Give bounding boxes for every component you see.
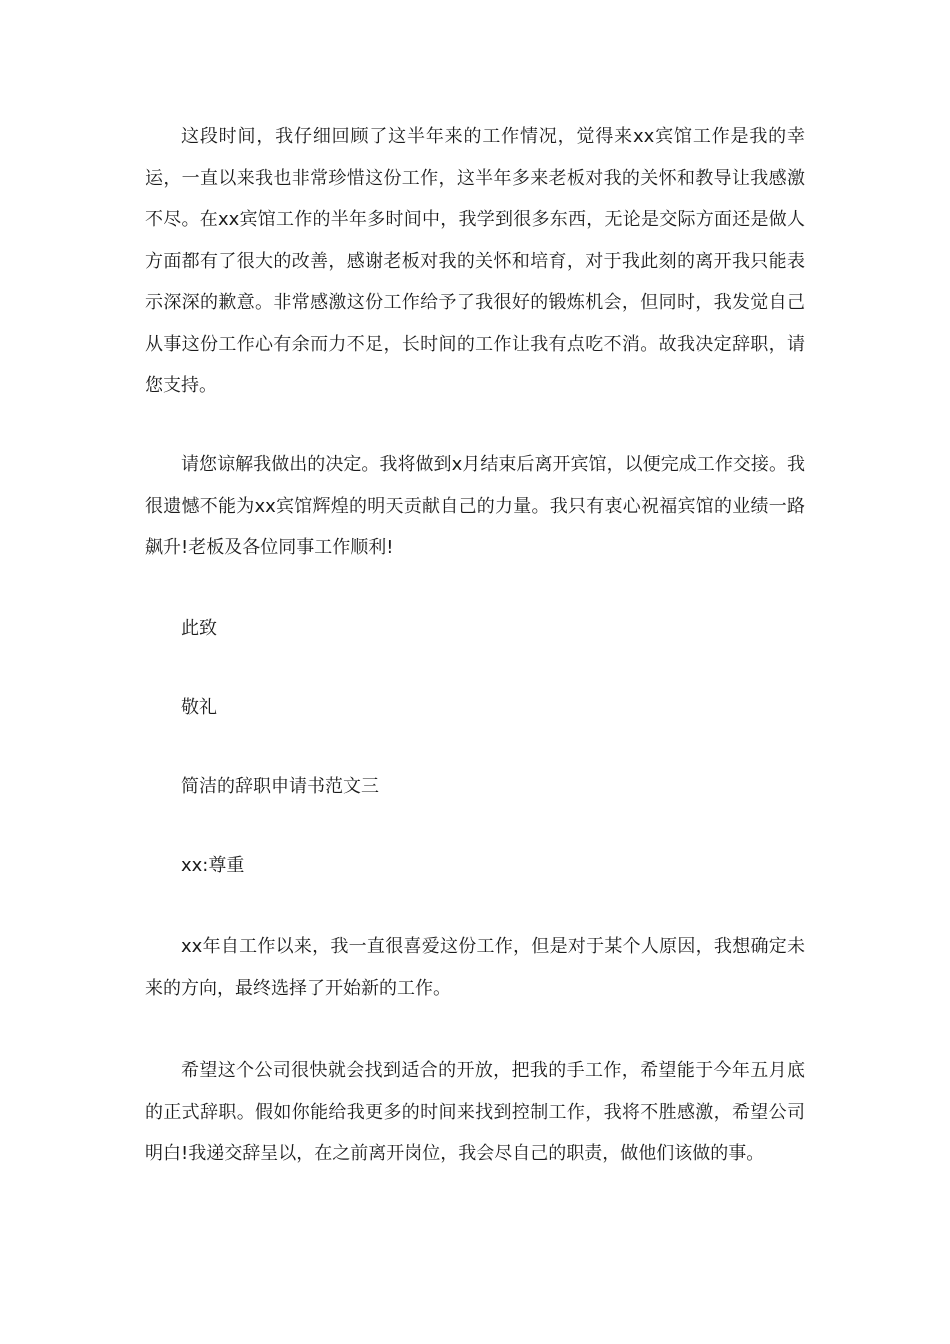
closing-cizhi: 此致 <box>181 618 217 639</box>
paragraph-reason: xx年自工作以来，我一直很喜爱这份工作，但是对于某个人原因，我想确定未来的方向，最终选择了开始新的工作。 <box>145 936 805 999</box>
paragraph-request: 希望这个公司很快就会找到适合的开放，把我的手工作，希望能于今年五月底的正式辞职。假如你能给我更多的时间来找到控制工作，我将不胜感激，希望公司明白!我递交辞呈以，在之前离开岗位，我会尽自己的职责，做他们该做的事。 <box>145 1060 805 1164</box>
paragraph-departure-plan: 请您谅解我做出的决定。我将做到x月结束后离开宾馆，以便完成工作交接。我很遗憾不能为xx宾馆辉煌的明天贡献自己的力量。我只有衷心祝福宾馆的业绩一路飙升!老板及各位同事工作顺利! <box>145 454 805 558</box>
salutation: xx:尊重 <box>181 855 245 876</box>
closing-jingli: 敬礼 <box>181 697 217 718</box>
section-title: 简洁的辞职申请书范文三 <box>181 776 379 797</box>
paragraph-reflection: 这段时间，我仔细回顾了这半年来的工作情况，觉得来xx宾馆工作是我的幸运，一直以来我也非常珍惜这份工作，这半年多来老板对我的关怀和教导让我感激不尽。在xx宾馆工作的半年多时间中，我学到很多东西，无论是交际方面还是做人方面都有了很大的改善，感谢老板对我的关怀和培育，对于我此刻的离开我只能表示深深的歉意。非常感激这份工作给予了我很好的锻炼机会，但同时，我发觉自己从事这份工作心有余而力不足，长时间的工作让我有点吃不消。故我决定辞职，请您支持。 <box>145 126 805 396</box>
